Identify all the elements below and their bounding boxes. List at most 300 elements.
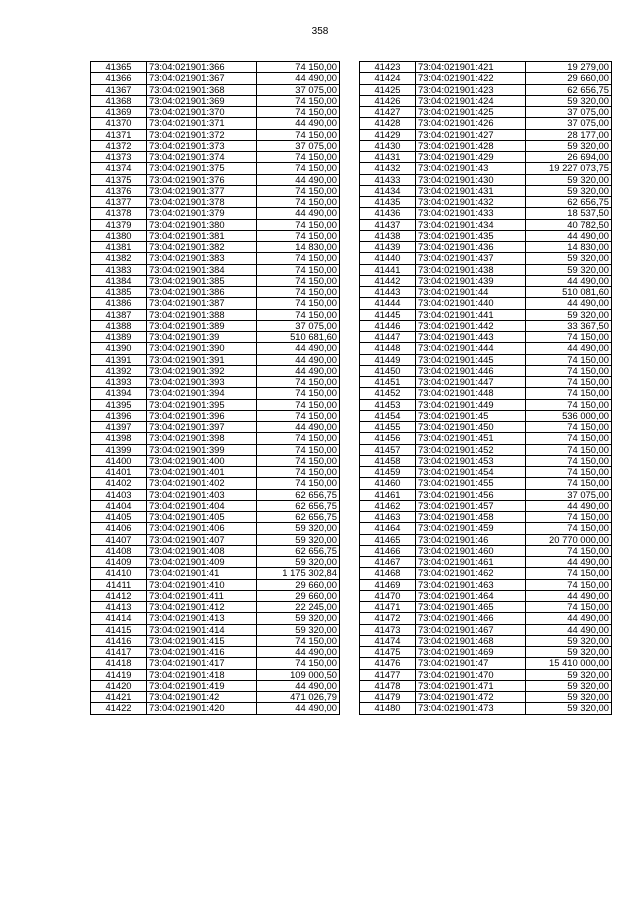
value-cell: 62 656,75 — [257, 500, 340, 511]
row-number-cell: 41463 — [360, 512, 416, 523]
value-cell: 59 320,00 — [526, 140, 612, 151]
cadastral-number-cell: 73:04:021901:444 — [416, 343, 526, 354]
value-cell: 37 075,00 — [257, 320, 340, 331]
table-row — [360, 489, 612, 500]
table-row — [91, 680, 340, 691]
value-cell: 44 490,00 — [257, 354, 340, 365]
table-row — [360, 602, 612, 613]
cadastral-number-cell: 73:04:021901:393 — [147, 377, 257, 388]
row-number-cell: 41430 — [360, 140, 416, 151]
cadastral-number-cell: 73:04:021901:430 — [416, 174, 526, 185]
row-number-cell: 41442 — [360, 275, 416, 286]
table-row — [360, 422, 612, 433]
value-cell: 74 150,00 — [257, 107, 340, 118]
cadastral-number-cell: 73:04:021901:466 — [416, 613, 526, 624]
table-row — [360, 309, 612, 320]
cadastral-number-cell: 73:04:021901:415 — [147, 635, 257, 646]
row-number-cell: 41443 — [360, 287, 416, 298]
table-row — [91, 309, 340, 320]
value-cell: 37 075,00 — [526, 107, 612, 118]
table-row — [360, 557, 612, 568]
cadastral-number-cell: 73:04:021901:46 — [416, 534, 526, 545]
value-cell: 74 150,00 — [257, 264, 340, 275]
cadastral-number-cell: 73:04:021901:406 — [147, 523, 257, 534]
row-number-cell: 41460 — [360, 478, 416, 489]
row-number-cell: 41473 — [360, 624, 416, 635]
value-cell: 74 150,00 — [257, 129, 340, 140]
table-row — [360, 647, 612, 658]
value-cell: 74 150,00 — [526, 444, 612, 455]
value-cell: 74 150,00 — [526, 455, 612, 466]
row-number-cell: 41395 — [91, 399, 147, 410]
table-row — [360, 669, 612, 680]
cadastral-number-cell: 73:04:021901:421 — [416, 62, 526, 73]
cadastral-number-cell: 73:04:021901:382 — [147, 242, 257, 253]
row-number-cell: 41426 — [360, 95, 416, 106]
row-number-cell: 41441 — [360, 264, 416, 275]
value-cell: 59 320,00 — [526, 253, 612, 264]
row-number-cell: 41401 — [91, 467, 147, 478]
row-number-cell: 41448 — [360, 343, 416, 354]
table-row — [360, 365, 612, 376]
table-row — [91, 84, 340, 95]
table-row — [360, 230, 612, 241]
table-row — [360, 129, 612, 140]
table-row — [91, 422, 340, 433]
table-row — [91, 129, 340, 140]
row-number-cell: 41453 — [360, 399, 416, 410]
table-row — [360, 332, 612, 343]
row-number-cell: 41417 — [91, 647, 147, 658]
value-cell: 74 150,00 — [526, 422, 612, 433]
cadastral-number-cell: 73:04:021901:455 — [416, 478, 526, 489]
value-cell: 74 150,00 — [257, 455, 340, 466]
row-number-cell: 41467 — [360, 557, 416, 568]
row-number-cell: 41472 — [360, 613, 416, 624]
row-number-cell: 41391 — [91, 354, 147, 365]
table-row — [91, 343, 340, 354]
row-number-cell: 41470 — [360, 590, 416, 601]
table-row — [360, 95, 612, 106]
row-number-cell: 41372 — [91, 140, 147, 151]
cadastral-number-cell: 73:04:021901:437 — [416, 253, 526, 264]
cadastral-number-cell: 73:04:021901:438 — [416, 264, 526, 275]
cadastral-number-cell: 73:04:021901:417 — [147, 658, 257, 669]
row-number-cell: 41466 — [360, 545, 416, 556]
value-cell: 74 150,00 — [526, 377, 612, 388]
value-cell: 74 150,00 — [526, 354, 612, 365]
register-table-right — [359, 61, 612, 715]
row-number-cell: 41456 — [360, 433, 416, 444]
value-cell: 74 150,00 — [257, 410, 340, 421]
row-number-cell: 41459 — [360, 467, 416, 478]
value-cell: 74 150,00 — [257, 635, 340, 646]
row-number-cell: 41433 — [360, 174, 416, 185]
table-row — [360, 433, 612, 444]
cadastral-number-cell: 73:04:021901:405 — [147, 512, 257, 523]
cadastral-number-cell: 73:04:021901:45 — [416, 410, 526, 421]
row-number-cell: 41480 — [360, 703, 416, 714]
row-number-cell: 41406 — [91, 523, 147, 534]
value-cell: 59 320,00 — [526, 703, 612, 714]
table-row — [360, 703, 612, 714]
value-cell: 510 681,60 — [257, 332, 340, 343]
table-row — [91, 208, 340, 219]
value-cell: 74 150,00 — [257, 388, 340, 399]
row-number-cell: 41375 — [91, 174, 147, 185]
cadastral-number-cell: 73:04:021901:422 — [416, 73, 526, 84]
row-number-cell: 41410 — [91, 568, 147, 579]
row-number-cell: 41369 — [91, 107, 147, 118]
row-number-cell: 41420 — [91, 680, 147, 691]
table-row — [360, 140, 612, 151]
row-number-cell: 41454 — [360, 410, 416, 421]
cadastral-number-cell: 73:04:021901:436 — [416, 242, 526, 253]
table-row — [360, 320, 612, 331]
row-number-cell: 41436 — [360, 208, 416, 219]
row-number-cell: 41387 — [91, 309, 147, 320]
table-row — [91, 579, 340, 590]
cadastral-number-cell: 73:04:021901:425 — [416, 107, 526, 118]
table-row — [91, 163, 340, 174]
row-number-cell: 41412 — [91, 590, 147, 601]
value-cell: 33 367,50 — [526, 320, 612, 331]
table-row — [360, 512, 612, 523]
table-row — [360, 388, 612, 399]
value-cell: 44 490,00 — [257, 703, 340, 714]
value-cell: 74 150,00 — [526, 433, 612, 444]
row-number-cell: 41461 — [360, 489, 416, 500]
cadastral-number-cell: 73:04:021901:404 — [147, 500, 257, 511]
table-row — [360, 163, 612, 174]
value-cell: 59 320,00 — [526, 95, 612, 106]
row-number-cell: 41396 — [91, 410, 147, 421]
row-number-cell: 41447 — [360, 332, 416, 343]
value-cell: 109 000,50 — [257, 669, 340, 680]
row-number-cell: 41367 — [91, 84, 147, 95]
table-row — [91, 602, 340, 613]
value-cell: 74 150,00 — [257, 467, 340, 478]
value-cell: 59 320,00 — [526, 680, 612, 691]
value-cell: 74 150,00 — [257, 275, 340, 286]
value-cell: 59 320,00 — [526, 635, 612, 646]
table-row — [91, 95, 340, 106]
cadastral-number-cell: 73:04:021901:401 — [147, 467, 257, 478]
table-row — [91, 635, 340, 646]
row-number-cell: 41435 — [360, 197, 416, 208]
table-row — [360, 242, 612, 253]
cadastral-number-cell: 73:04:021901:371 — [147, 118, 257, 129]
cadastral-number-cell: 73:04:021901:433 — [416, 208, 526, 219]
row-number-cell: 41425 — [360, 84, 416, 95]
row-number-cell: 41404 — [91, 500, 147, 511]
row-number-cell: 41444 — [360, 298, 416, 309]
cadastral-number-cell: 73:04:021901:423 — [416, 84, 526, 95]
cadastral-number-cell: 73:04:021901:395 — [147, 399, 257, 410]
table-row — [360, 343, 612, 354]
value-cell: 74 150,00 — [526, 602, 612, 613]
value-cell: 74 150,00 — [526, 365, 612, 376]
cadastral-number-cell: 73:04:021901:387 — [147, 298, 257, 309]
cadastral-number-cell: 73:04:021901:389 — [147, 320, 257, 331]
value-cell: 59 320,00 — [526, 647, 612, 658]
row-number-cell: 41446 — [360, 320, 416, 331]
value-cell: 44 490,00 — [257, 365, 340, 376]
row-number-cell: 41474 — [360, 635, 416, 646]
value-cell: 59 320,00 — [526, 174, 612, 185]
cadastral-number-cell: 73:04:021901:440 — [416, 298, 526, 309]
value-cell: 44 490,00 — [526, 590, 612, 601]
value-cell: 74 150,00 — [257, 287, 340, 298]
value-cell: 74 150,00 — [257, 62, 340, 73]
row-number-cell: 41378 — [91, 208, 147, 219]
table-row — [91, 174, 340, 185]
row-number-cell: 41465 — [360, 534, 416, 545]
row-number-cell: 41458 — [360, 455, 416, 466]
table-row — [360, 73, 612, 84]
row-number-cell: 41424 — [360, 73, 416, 84]
table-row — [91, 140, 340, 151]
value-cell: 59 320,00 — [526, 309, 612, 320]
value-cell: 59 320,00 — [526, 692, 612, 703]
cadastral-number-cell: 73:04:021901:375 — [147, 163, 257, 174]
row-number-cell: 41376 — [91, 185, 147, 196]
row-number-cell: 41451 — [360, 377, 416, 388]
cadastral-number-cell: 73:04:021901:400 — [147, 455, 257, 466]
cadastral-number-cell: 73:04:021901:428 — [416, 140, 526, 151]
value-cell: 74 150,00 — [257, 152, 340, 163]
cadastral-number-cell: 73:04:021901:379 — [147, 208, 257, 219]
value-cell: 44 490,00 — [257, 422, 340, 433]
row-number-cell: 41432 — [360, 163, 416, 174]
table-row — [91, 534, 340, 545]
cadastral-number-cell: 73:04:021901:396 — [147, 410, 257, 421]
cadastral-number-cell: 73:04:021901:471 — [416, 680, 526, 691]
row-number-cell: 41471 — [360, 602, 416, 613]
table-row — [360, 635, 612, 646]
row-number-cell: 41384 — [91, 275, 147, 286]
cadastral-number-cell: 73:04:021901:398 — [147, 433, 257, 444]
row-number-cell: 41399 — [91, 444, 147, 455]
table-row — [91, 478, 340, 489]
cadastral-number-cell: 73:04:021901:366 — [147, 62, 257, 73]
cadastral-number-cell: 73:04:021901:419 — [147, 680, 257, 691]
table-row — [91, 703, 340, 714]
table-row — [360, 590, 612, 601]
cadastral-number-cell: 73:04:021901:429 — [416, 152, 526, 163]
table-row — [91, 647, 340, 658]
table-row — [91, 613, 340, 624]
row-number-cell: 41450 — [360, 365, 416, 376]
row-number-cell: 41445 — [360, 309, 416, 320]
value-cell: 59 320,00 — [526, 264, 612, 275]
cadastral-number-cell: 73:04:021901:441 — [416, 309, 526, 320]
cadastral-number-cell: 73:04:021901:461 — [416, 557, 526, 568]
value-cell: 59 320,00 — [526, 669, 612, 680]
cadastral-number-cell: 73:04:021901:446 — [416, 365, 526, 376]
page-number: 358 — [311, 26, 329, 37]
cadastral-number-cell: 73:04:021901:378 — [147, 197, 257, 208]
row-number-cell: 41423 — [360, 62, 416, 73]
value-cell: 44 490,00 — [257, 208, 340, 219]
row-number-cell: 41476 — [360, 658, 416, 669]
table-row — [91, 62, 340, 73]
table-row — [91, 455, 340, 466]
cadastral-number-cell: 73:04:021901:39 — [147, 332, 257, 343]
cadastral-number-cell: 73:04:021901:368 — [147, 84, 257, 95]
cadastral-number-cell: 73:04:021901:391 — [147, 354, 257, 365]
cadastral-number-cell: 73:04:021901:459 — [416, 523, 526, 534]
row-number-cell: 41449 — [360, 354, 416, 365]
table-row — [91, 512, 340, 523]
value-cell: 44 490,00 — [526, 613, 612, 624]
cadastral-number-cell: 73:04:021901:373 — [147, 140, 257, 151]
row-number-cell: 41475 — [360, 647, 416, 658]
row-number-cell: 41409 — [91, 557, 147, 568]
value-cell: 44 490,00 — [257, 343, 340, 354]
row-number-cell: 41408 — [91, 545, 147, 556]
cadastral-number-cell: 73:04:021901:434 — [416, 219, 526, 230]
cadastral-number-cell: 73:04:021901:426 — [416, 118, 526, 129]
table-row — [91, 253, 340, 264]
value-cell: 44 490,00 — [526, 230, 612, 241]
value-cell: 37 075,00 — [526, 118, 612, 129]
row-number-cell: 41462 — [360, 500, 416, 511]
cadastral-number-cell: 73:04:021901:386 — [147, 287, 257, 298]
row-number-cell: 41389 — [91, 332, 147, 343]
row-number-cell: 41392 — [91, 365, 147, 376]
cadastral-number-cell: 73:04:021901:427 — [416, 129, 526, 140]
value-cell: 19 279,00 — [526, 62, 612, 73]
value-cell: 62 656,75 — [257, 545, 340, 556]
table-row — [360, 545, 612, 556]
table-row — [91, 185, 340, 196]
value-cell: 26 694,00 — [526, 152, 612, 163]
value-cell: 37 075,00 — [526, 489, 612, 500]
cadastral-number-cell: 73:04:021901:408 — [147, 545, 257, 556]
value-cell: 74 150,00 — [257, 253, 340, 264]
value-cell: 74 150,00 — [257, 95, 340, 106]
table-row — [91, 444, 340, 455]
table-row — [360, 534, 612, 545]
value-cell: 22 245,00 — [257, 602, 340, 613]
row-number-cell: 41415 — [91, 624, 147, 635]
cadastral-number-cell: 73:04:021901:451 — [416, 433, 526, 444]
table-row — [91, 399, 340, 410]
cadastral-number-cell: 73:04:021901:418 — [147, 669, 257, 680]
row-number-cell: 41366 — [91, 73, 147, 84]
table-row — [360, 84, 612, 95]
table-row — [91, 152, 340, 163]
table-row — [91, 388, 340, 399]
cadastral-number-cell: 73:04:021901:472 — [416, 692, 526, 703]
cadastral-number-cell: 73:04:021901:442 — [416, 320, 526, 331]
value-cell: 62 656,75 — [257, 512, 340, 523]
table-row — [360, 219, 612, 230]
cadastral-number-cell: 73:04:021901:409 — [147, 557, 257, 568]
row-number-cell: 41370 — [91, 118, 147, 129]
cadastral-number-cell: 73:04:021901:469 — [416, 647, 526, 658]
table-row — [360, 680, 612, 691]
value-cell: 1 175 302,84 — [257, 568, 340, 579]
row-number-cell: 41394 — [91, 388, 147, 399]
row-number-cell: 41434 — [360, 185, 416, 196]
table-row — [91, 365, 340, 376]
value-cell: 15 410 000,00 — [526, 658, 612, 669]
cadastral-number-cell: 73:04:021901:473 — [416, 703, 526, 714]
row-number-cell: 41382 — [91, 253, 147, 264]
value-cell: 29 660,00 — [526, 73, 612, 84]
value-cell: 74 150,00 — [526, 568, 612, 579]
table-row — [360, 264, 612, 275]
value-cell: 37 075,00 — [257, 84, 340, 95]
row-number-cell: 41398 — [91, 433, 147, 444]
table-row — [91, 320, 340, 331]
value-cell: 74 150,00 — [257, 433, 340, 444]
value-cell: 40 782,50 — [526, 219, 612, 230]
row-number-cell: 41368 — [91, 95, 147, 106]
table-row — [91, 410, 340, 421]
value-cell: 74 150,00 — [257, 444, 340, 455]
value-cell: 74 150,00 — [526, 545, 612, 556]
table-row — [360, 185, 612, 196]
cadastral-number-cell: 73:04:021901:448 — [416, 388, 526, 399]
value-cell: 44 490,00 — [526, 557, 612, 568]
row-number-cell: 41402 — [91, 478, 147, 489]
cadastral-number-cell: 73:04:021901:388 — [147, 309, 257, 320]
value-cell: 74 150,00 — [257, 377, 340, 388]
value-cell: 29 660,00 — [257, 579, 340, 590]
row-number-cell: 41457 — [360, 444, 416, 455]
table-row — [360, 692, 612, 703]
cadastral-number-cell: 73:04:021901:467 — [416, 624, 526, 635]
row-number-cell: 41428 — [360, 118, 416, 129]
value-cell: 62 656,75 — [526, 197, 612, 208]
row-number-cell: 41431 — [360, 152, 416, 163]
value-cell: 59 320,00 — [526, 185, 612, 196]
value-cell: 471 026,79 — [257, 692, 340, 703]
table-row — [91, 545, 340, 556]
table-row — [360, 444, 612, 455]
row-number-cell: 41478 — [360, 680, 416, 691]
value-cell: 74 150,00 — [526, 579, 612, 590]
value-cell: 536 000,00 — [526, 410, 612, 421]
value-cell: 59 320,00 — [257, 624, 340, 635]
value-cell: 74 150,00 — [526, 478, 612, 489]
row-number-cell: 41403 — [91, 489, 147, 500]
cadastral-number-cell: 73:04:021901:410 — [147, 579, 257, 590]
value-cell: 74 150,00 — [257, 185, 340, 196]
table-row — [91, 118, 340, 129]
table-row — [360, 624, 612, 635]
table-row — [360, 174, 612, 185]
cadastral-number-cell: 73:04:021901:452 — [416, 444, 526, 455]
row-number-cell: 41405 — [91, 512, 147, 523]
table-row — [360, 197, 612, 208]
row-number-cell: 41438 — [360, 230, 416, 241]
row-number-cell: 41421 — [91, 692, 147, 703]
cadastral-number-cell: 73:04:021901:413 — [147, 613, 257, 624]
value-cell: 59 320,00 — [257, 523, 340, 534]
table-row — [360, 579, 612, 590]
cadastral-number-cell: 73:04:021901:383 — [147, 253, 257, 264]
cadastral-number-cell: 73:04:021901:424 — [416, 95, 526, 106]
table-row — [360, 354, 612, 365]
cadastral-number-cell: 73:04:021901:439 — [416, 275, 526, 286]
table-row — [360, 613, 612, 624]
table-row — [91, 332, 340, 343]
cadastral-number-cell: 73:04:021901:41 — [147, 568, 257, 579]
